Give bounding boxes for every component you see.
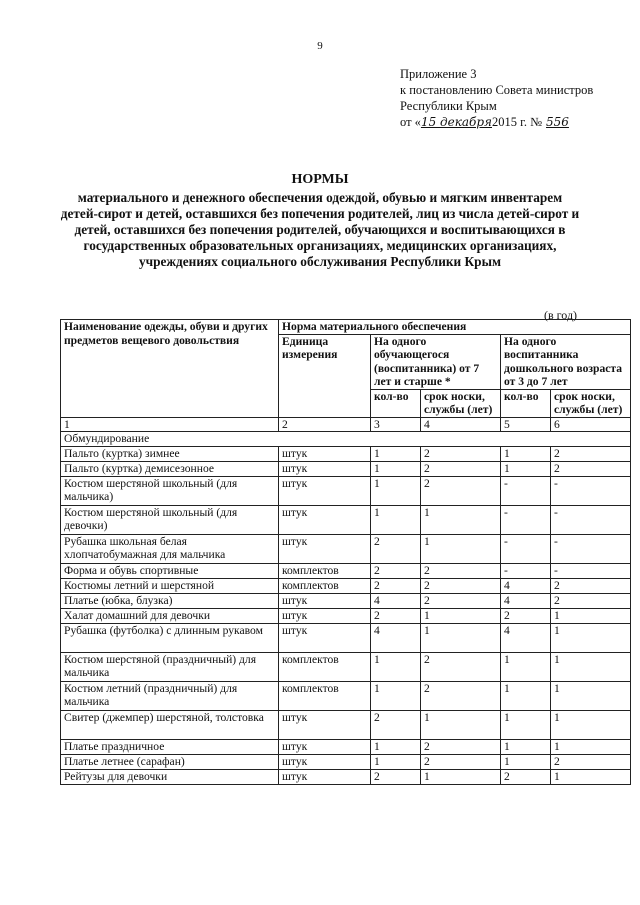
item-name-cell: Костюм шерстяной (праздничный) для мальчика — [61, 652, 279, 681]
unit-cell: штук — [279, 446, 371, 461]
item-name-cell: Платье праздничное — [61, 739, 279, 754]
col-number: 5 — [501, 417, 551, 432]
appendix-line-2: к постановлению Совета министров — [400, 83, 594, 97]
item-name-cell: Костюм летний (праздничный) для мальчика — [61, 681, 279, 710]
term-school-cell: 2 — [421, 681, 501, 710]
handwritten-date: 15 декабря — [420, 115, 492, 129]
date-prefix: от « — [400, 115, 421, 129]
term-school-cell: 1 — [421, 534, 501, 563]
item-name-cell: Рубашка школьная белая хлопчатобумажная для мальчика — [61, 534, 279, 563]
qty-preschool-cell: - — [501, 505, 551, 534]
qty-preschool-cell: 1 — [501, 461, 551, 476]
qty-school-cell: 4 — [371, 623, 421, 652]
term-preschool-cell: 1 — [551, 608, 631, 623]
term-preschool-cell: 2 — [551, 578, 631, 593]
unit-cell: комплектов — [279, 578, 371, 593]
qty-school-cell: 1 — [371, 754, 421, 769]
col-number: 4 — [421, 417, 501, 432]
handwritten-order-number: 556 — [546, 115, 569, 129]
item-name-cell: Костюмы летний и шерстяной — [61, 578, 279, 593]
qty-school-cell: 1 — [371, 681, 421, 710]
qty-school-cell: 2 — [371, 563, 421, 578]
table-row — [61, 608, 631, 623]
header-term-school: срок носки, службы (лет) — [421, 389, 501, 417]
term-school-cell: 1 — [421, 769, 501, 784]
term-preschool-cell: 1 — [551, 710, 631, 739]
unit-cell: комплектов — [279, 681, 371, 710]
term-school-cell: 1 — [421, 608, 501, 623]
qty-school-cell: 2 — [371, 578, 421, 593]
qty-school-cell: 2 — [371, 534, 421, 563]
document-subtitle: материального и денежного обеспечения одеждой, обувью и мягким инвентарем детей-сирот и детей, оставшихся без попечения родителей, лиц из числа детей-сирот и детей, оставшихся без попечения родителей, обучающихся и воспитывающихся в государственных образовательных организациях, медицинских организациях, учреждениях социального обслуживания Республики Крым — [60, 190, 580, 269]
appendix-line-3: Республики Крым — [400, 99, 497, 113]
header-qty-preschool: кол-во — [501, 389, 551, 417]
table-body — [61, 432, 631, 785]
term-preschool-cell: 1 — [551, 739, 631, 754]
appendix-block — [400, 66, 593, 130]
document-title: НОРМЫ — [291, 172, 349, 187]
table-row — [61, 446, 631, 461]
term-preschool-cell: 2 — [551, 461, 631, 476]
table-row — [61, 534, 631, 563]
header-term-preschool: срок носки, службы (лет) — [551, 389, 631, 417]
table-row — [61, 578, 631, 593]
unit-cell: штук — [279, 534, 371, 563]
term-preschool-cell: - — [551, 505, 631, 534]
appendix-date-line — [400, 114, 593, 130]
table-row — [61, 681, 631, 710]
term-preschool-cell: - — [551, 476, 631, 505]
unit-cell: штук — [279, 476, 371, 505]
table-header — [61, 320, 631, 432]
unit-cell: штук — [279, 754, 371, 769]
header-item-name: Наименование одежды, обуви и других предметов вещевого довольствия — [61, 320, 279, 418]
column-number-row — [61, 417, 631, 432]
term-preschool-cell: - — [551, 563, 631, 578]
term-preschool-cell: 1 — [551, 769, 631, 784]
col-number: 1 — [61, 417, 279, 432]
table-row — [61, 739, 631, 754]
term-school-cell: 2 — [421, 446, 501, 461]
qty-preschool-cell: 1 — [501, 652, 551, 681]
term-school-cell: 1 — [421, 710, 501, 739]
section-label: Обмундирование — [61, 432, 631, 447]
page-number: 9 — [317, 40, 323, 52]
item-name-cell: Платье (юбка, блузка) — [61, 593, 279, 608]
term-school-cell: 2 — [421, 754, 501, 769]
qty-school-cell: 2 — [371, 608, 421, 623]
qty-school-cell: 1 — [371, 461, 421, 476]
term-school-cell: 2 — [421, 739, 501, 754]
qty-preschool-cell: 1 — [501, 446, 551, 461]
item-name-cell: Форма и обувь спортивные — [61, 563, 279, 578]
qty-preschool-cell: 4 — [501, 623, 551, 652]
appendix-line-1: Приложение 3 — [400, 67, 477, 81]
unit-cell: штук — [279, 461, 371, 476]
qty-school-cell: 1 — [371, 739, 421, 754]
item-name-cell: Пальто (куртка) демисезонное — [61, 461, 279, 476]
term-school-cell: 2 — [421, 578, 501, 593]
unit-cell: штук — [279, 623, 371, 652]
table-row — [61, 461, 631, 476]
term-preschool-cell: 1 — [551, 623, 631, 652]
table-row — [61, 754, 631, 769]
term-school-cell: 2 — [421, 652, 501, 681]
item-name-cell: Халат домашний для девочки — [61, 608, 279, 623]
qty-preschool-cell: 1 — [501, 739, 551, 754]
unit-cell: штук — [279, 608, 371, 623]
table-row — [61, 593, 631, 608]
qty-school-cell: 1 — [371, 652, 421, 681]
norms-table — [60, 319, 631, 785]
qty-preschool-cell: - — [501, 534, 551, 563]
qty-school-cell: 1 — [371, 505, 421, 534]
term-school-cell: 2 — [421, 461, 501, 476]
term-preschool-cell: 2 — [551, 754, 631, 769]
qty-school-cell: 2 — [371, 710, 421, 739]
unit-cell: штук — [279, 710, 371, 739]
term-preschool-cell: 2 — [551, 446, 631, 461]
qty-preschool-cell: - — [501, 563, 551, 578]
item-name-cell: Платье летнее (сарафан) — [61, 754, 279, 769]
term-school-cell: 2 — [421, 593, 501, 608]
qty-preschool-cell: 2 — [501, 608, 551, 623]
qty-school-cell: 1 — [371, 476, 421, 505]
table-row — [61, 710, 631, 739]
item-name-cell: Пальто (куртка) зимнее — [61, 446, 279, 461]
unit-cell: штук — [279, 505, 371, 534]
col-number: 2 — [279, 417, 371, 432]
date-suffix: 2015 г. № — [492, 115, 543, 129]
table-row — [61, 476, 631, 505]
qty-preschool-cell: 4 — [501, 593, 551, 608]
col-number: 3 — [371, 417, 421, 432]
unit-cell: комплектов — [279, 652, 371, 681]
header-group-preschool: На одного воспитанника дошкольного возраста от 3 до 7 лет — [501, 334, 631, 389]
header-qty-school: кол-во — [371, 389, 421, 417]
section-row — [61, 432, 631, 447]
item-name-cell: Костюм шерстяной школьный (для девочки) — [61, 505, 279, 534]
item-name-cell: Свитер (джемпер) шерстяной, толстовка — [61, 710, 279, 739]
header-group-school: На одного обучающегося (воспитанника) от 7 лет и старше * — [371, 334, 501, 389]
col-number: 6 — [551, 417, 631, 432]
qty-preschool-cell: 2 — [501, 769, 551, 784]
term-school-cell: 1 — [421, 505, 501, 534]
qty-school-cell: 2 — [371, 769, 421, 784]
qty-preschool-cell: - — [501, 476, 551, 505]
term-preschool-cell: - — [551, 534, 631, 563]
header-norm: Норма материального обеспечения — [279, 320, 631, 335]
qty-preschool-cell: 1 — [501, 754, 551, 769]
year-note: (в год) — [544, 308, 578, 322]
term-preschool-cell: 2 — [551, 593, 631, 608]
table-row — [61, 769, 631, 784]
term-school-cell: 1 — [421, 623, 501, 652]
item-name-cell: Рейтузы для девочки — [61, 769, 279, 784]
unit-cell: комплектов — [279, 563, 371, 578]
term-preschool-cell: 1 — [551, 681, 631, 710]
unit-cell: штук — [279, 593, 371, 608]
item-name-cell: Костюм шерстяной школьный (для мальчика) — [61, 476, 279, 505]
item-name-cell: Рубашка (футболка) с длинным рукавом — [61, 623, 279, 652]
unit-cell: штук — [279, 769, 371, 784]
qty-preschool-cell: 1 — [501, 710, 551, 739]
table-row — [61, 505, 631, 534]
term-preschool-cell: 1 — [551, 652, 631, 681]
qty-school-cell: 4 — [371, 593, 421, 608]
qty-preschool-cell: 1 — [501, 681, 551, 710]
qty-preschool-cell: 4 — [501, 578, 551, 593]
table-row — [61, 652, 631, 681]
term-school-cell: 2 — [421, 476, 501, 505]
qty-school-cell: 1 — [371, 446, 421, 461]
table-row — [61, 623, 631, 652]
term-school-cell: 2 — [421, 563, 501, 578]
unit-cell: штук — [279, 739, 371, 754]
table-row — [61, 563, 631, 578]
header-unit: Единица измерения — [279, 334, 371, 417]
